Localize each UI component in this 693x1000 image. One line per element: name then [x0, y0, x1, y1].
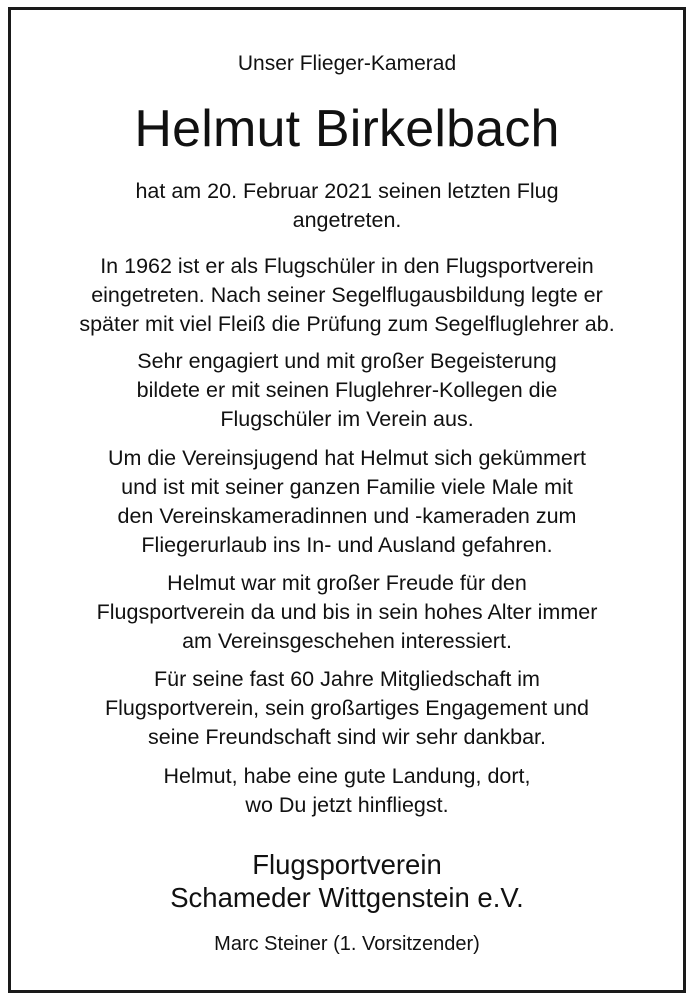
signer: Marc Steiner (1. Vorsitzender) — [214, 933, 480, 955]
text-line: Sehr engagiert und mit großer Begeisterung — [137, 349, 557, 373]
text-line: wo Du jetzt hinfliegst. — [245, 793, 449, 817]
text-line: angetreten. — [292, 208, 402, 232]
intro-line: Unser Flieger-Kamerad — [237, 52, 457, 75]
text-line: Flugsportverein, sein großartiges Engagement und — [104, 696, 590, 720]
paragraph-farewell — [8, 762, 686, 820]
paragraph-joy — [8, 569, 686, 656]
paragraph-youth — [8, 444, 686, 560]
club-name — [8, 848, 686, 914]
paragraph-gratitude — [8, 665, 686, 752]
paragraph-membership-history — [8, 252, 686, 339]
text-line: Helmut, habe eine gute Landung, dort, — [163, 764, 531, 788]
text-line: hat am 20. Februar 2021 seinen letzten Flug — [135, 179, 559, 203]
deceased-name: Helmut Birkelbach — [134, 100, 560, 158]
paragraph-instructor — [8, 347, 686, 434]
text-line: den Vereinskameradinnen und -kameraden zum — [117, 504, 577, 528]
text-line: Flugsportverein da und bis in sein hohes Alter immer — [96, 600, 598, 624]
club-name-line: Flugsportverein — [252, 849, 442, 880]
text-line: Um die Vereinsjugend hat Helmut sich gekümmert — [108, 446, 586, 470]
text-line: bildete er mit seinen Fluglehrer-Kollegen die — [136, 378, 558, 402]
text-line: Helmut war mit großer Freude für den — [167, 571, 527, 595]
text-line: In 1962 ist er als Flugschüler in den Flugsportverein — [100, 254, 594, 278]
text-line: eingetreten. Nach seiner Segelflugausbildung legte er — [91, 283, 603, 307]
text-line: Für seine fast 60 Jahre Mitgliedschaft im — [154, 667, 540, 691]
text-line: seine Freundschaft sind wir sehr dankbar. — [148, 725, 546, 749]
text-line: Fliegerurlaub ins In- und Ausland gefahren. — [141, 533, 553, 557]
club-name-line: Schameder Wittgenstein e.V. — [170, 882, 524, 913]
text-line: später mit viel Fleiß die Prüfung zum Segelfluglehrer ab. — [79, 312, 615, 336]
text-line: am Vereinsgeschehen interessiert. — [182, 629, 512, 653]
text-line: und ist mit seiner ganzen Familie viele Male mit — [121, 475, 573, 499]
text-line: Flugschüler im Verein aus. — [220, 407, 474, 431]
paragraph-last-flight — [8, 177, 686, 235]
